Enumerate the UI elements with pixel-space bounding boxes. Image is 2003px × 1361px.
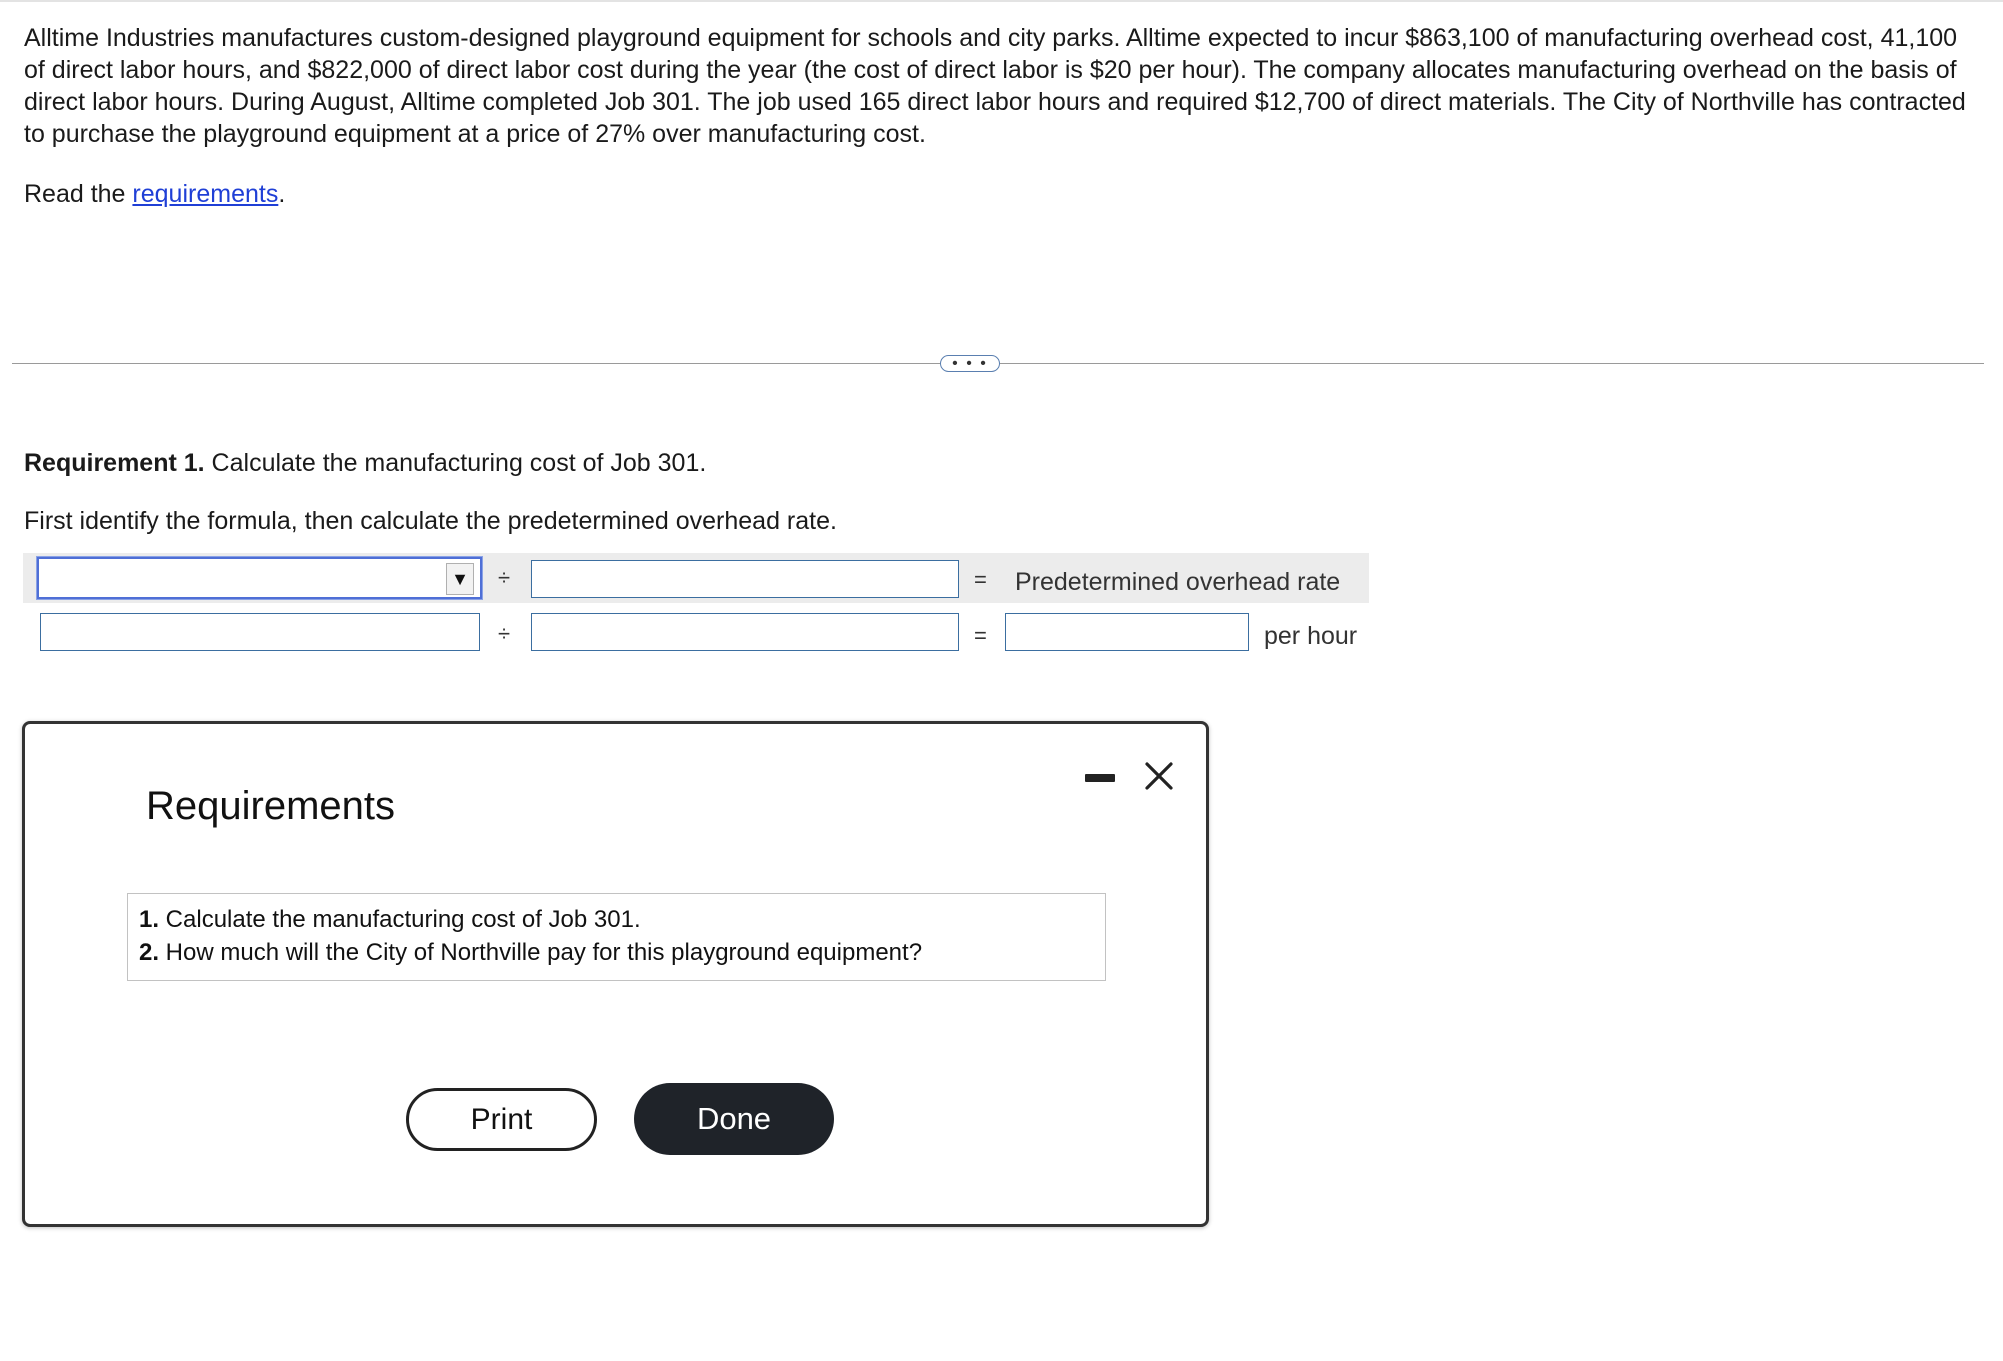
list-item-text: Calculate the manufacturing cost of Job 301. xyxy=(159,906,641,933)
read-prefix: Read the xyxy=(24,180,133,208)
requirements-list xyxy=(127,893,1106,981)
formula-instruction: First identify the formula, then calculate the predetermined overhead rate. xyxy=(24,507,837,535)
requirement-1-heading xyxy=(24,447,706,479)
list-item xyxy=(139,936,1094,969)
formula-numerator-select[interactable] xyxy=(37,557,482,599)
close-icon[interactable] xyxy=(1143,760,1175,792)
requirement-1-label: Requirement 1. xyxy=(24,449,205,477)
result-label: Predetermined overhead rate xyxy=(1015,568,1341,596)
print-button[interactable]: Print xyxy=(406,1088,597,1151)
requirements-link[interactable]: requirements xyxy=(132,180,279,208)
problem-statement: Alltime Industries manufactures custom-designed playground equipment for schools and city parks. Alltime expected to incur $863,100 of manufacturing overhead cost, 41,100 of direct labor hours, and $822,000 of direct labor cost during the year (the cost of direct labor is $20 per hour). The company allocates manufacturing overhead on the basis of direct labor hours. During August, Alltime completed Job 301. The job used 165 direct labor hours and required $12,700 of direct materials. The City of Northville has contracted to purchase the playground equipment at a price of 27% over manufacturing cost. xyxy=(24,24,1966,148)
equals-operator: = xyxy=(974,623,987,648)
equals-operator: = xyxy=(974,567,987,592)
minimize-icon[interactable] xyxy=(1085,774,1115,782)
overhead-rate-input[interactable] xyxy=(1005,613,1249,651)
allocation-base-input[interactable] xyxy=(531,613,959,651)
formula-denominator-input[interactable] xyxy=(531,560,959,598)
dialog-title: Requirements xyxy=(146,784,396,828)
top-rule xyxy=(0,0,2003,2)
list-item-text: How much will the City of Northville pay for this playground equipment? xyxy=(159,939,923,966)
per-hour-label: per hour xyxy=(1264,622,1358,650)
requirement-1-text: Calculate the manufacturing cost of Job 301. xyxy=(204,449,707,477)
done-button[interactable]: Done xyxy=(634,1083,834,1155)
overhead-cost-input[interactable] xyxy=(40,613,480,651)
requirements-dialog xyxy=(22,721,1209,1227)
divide-operator: ÷ xyxy=(498,621,511,646)
list-item-number: 1. xyxy=(139,906,160,933)
chevron-down-icon[interactable]: ▼ xyxy=(446,563,474,595)
expand-more-button[interactable]: • • • xyxy=(940,355,1000,372)
list-item xyxy=(139,903,1094,936)
read-suffix: . xyxy=(278,180,286,208)
read-requirements-line xyxy=(24,178,285,210)
list-item-number: 2. xyxy=(139,939,160,966)
divide-operator: ÷ xyxy=(498,565,511,590)
